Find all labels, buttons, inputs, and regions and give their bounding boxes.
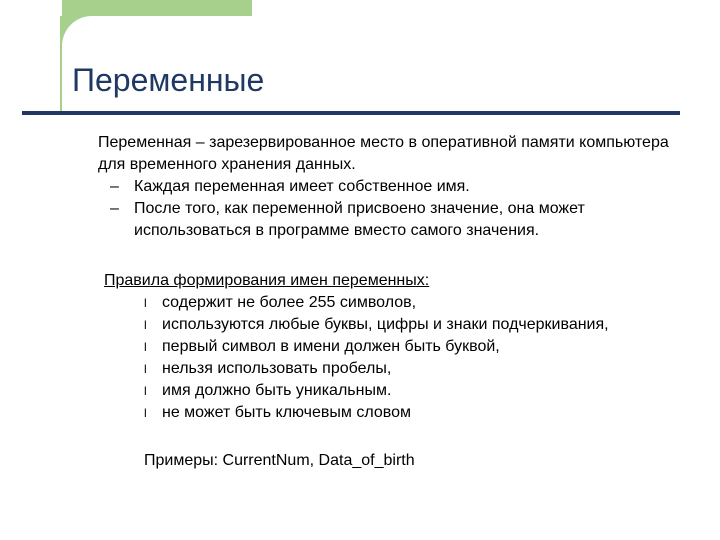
bullet-marker: l — [144, 384, 147, 398]
dash-marker: – — [110, 200, 119, 217]
rule-item — [98, 402, 688, 424]
bullet-marker: l — [144, 406, 147, 420]
bullet-marker: l — [144, 340, 147, 354]
rule-text: используются любые буквы, цифры и знаки подчеркивания, — [162, 316, 609, 333]
dash-marker: – — [110, 178, 119, 195]
bullet-marker: l — [144, 296, 147, 310]
sub-item-text: Каждая переменная имеет собственное имя. — [134, 178, 470, 195]
rule-text: первый символ в имени должен быть буквой, — [162, 338, 500, 355]
definition-text: Переменная – зарезервированное место в оперативной памяти компьютера для временного хранения данных. — [98, 134, 669, 173]
rule-item — [98, 358, 688, 380]
examples-text: Примеры: CurrentNum, Data_of_birth — [144, 452, 415, 469]
rules-list — [98, 292, 688, 424]
rules-heading: Правила формирования имен переменных: — [104, 272, 430, 289]
rule-text: нельзя использовать пробелы, — [162, 360, 392, 377]
sub-item — [98, 176, 688, 198]
rule-item — [98, 292, 688, 314]
rule-item — [98, 380, 688, 402]
rule-text: содержит не более 255 символов, — [162, 294, 417, 311]
slide-title: Переменные — [72, 62, 265, 98]
sub-item — [98, 198, 688, 242]
bullet-marker: l — [144, 318, 147, 332]
rule-text: не может быть ключевым словом — [162, 404, 411, 421]
rule-item — [98, 336, 688, 358]
bullet-marker: l — [144, 362, 147, 376]
title-underline — [22, 111, 680, 115]
sub-item-text: После того, как переменной присвоено значение, она может использоваться в программе вместо самого значения. — [134, 200, 585, 239]
rule-item — [98, 314, 688, 336]
rule-text: имя должно быть уникальным. — [162, 382, 392, 399]
slide-content — [98, 132, 688, 472]
